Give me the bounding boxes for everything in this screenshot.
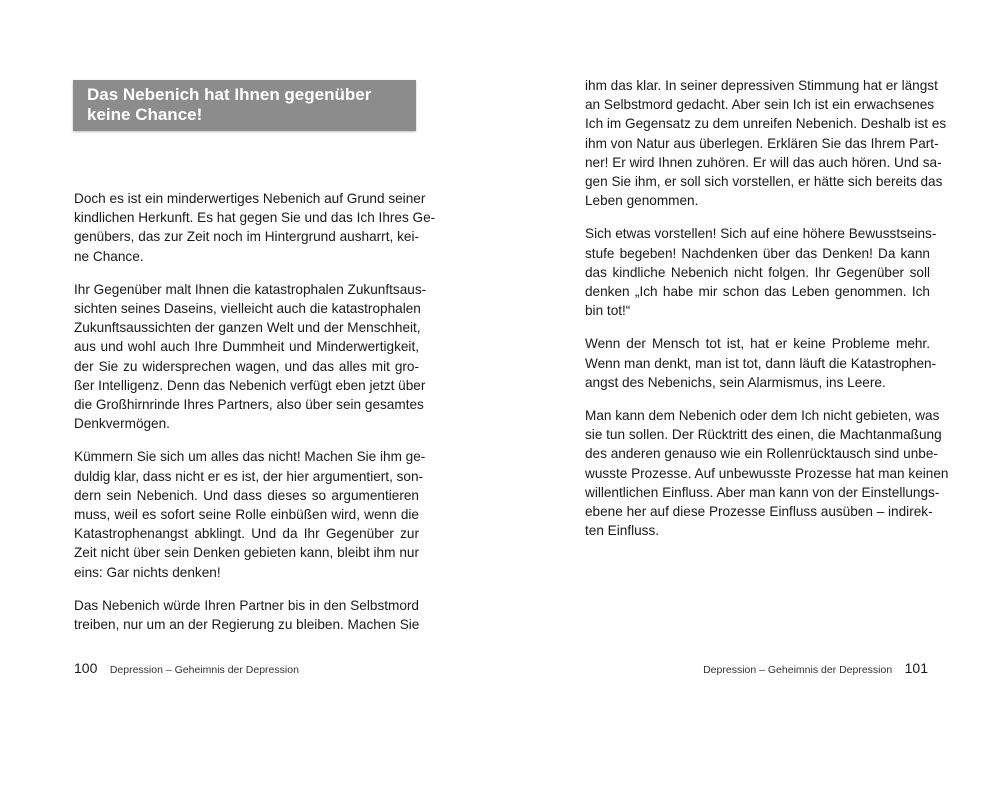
page-number: 101 [904,660,928,676]
text-line: denken „Ich habe mir schon das Leben genommen. Ich [585,284,930,300]
paragraph [585,406,949,540]
right-text-column [585,76,949,554]
text-line: die Großhirnrinde Ihres Partners, also über sein gesamtes [74,397,424,413]
text-line: muss, weil es sofort seine Rolle einbüßen wird, wenn die [74,507,419,523]
text-line: duldig klar, dass nicht er es ist, der hier argumentiert, son- [74,468,424,484]
text-line: sichten seines Daseins, vielleicht auch die katastrophalen [74,301,421,317]
heading-line: keine Chance! [87,105,203,124]
text-line: ten Einfluss. [585,523,660,539]
text-line: ner! Er wird Ihnen zuhören. Er will das auch hören. Und sa- [585,154,942,170]
text-line: Zeit nicht über sein Denken gebieten kann, bleibt ihm nur [74,545,419,561]
section-heading [73,80,416,131]
text-line: Zukunftsaussichten der ganzen Welt und der Menschheit, [74,320,421,336]
text-line: Man kann dem Nebenich oder dem Ich nicht gebieten, was [585,408,940,424]
text-line: des anderen genauso wie ein Rollenrücktausch sind unbe- [585,446,938,462]
text-line: treiben, nur um an der Regierung zu bleiben. Machen Sie [74,617,420,633]
paragraph [585,76,947,210]
text-line: wusste Prozesse. Auf unbewusste Prozesse hat man keinen [585,465,949,481]
text-line: der Sie zu widersprechen wagen, und das alles mit gro- [74,358,419,374]
running-title: Depression – Geheimnis der Depression [109,664,299,676]
text-line: Ihr Gegenüber malt Ihnen die katastrophalen Zukunftsaus- [74,281,427,297]
text-line: kindlichen Herkunft. Es hat gegen Sie und das Ich Ihres Ge- [74,210,436,226]
text-line: genübers, das zur Zeit noch im Hintergrund ausharrt, kei- [74,229,419,245]
text-line: eins: Gar nichts denken! [74,564,221,580]
text-line: dern sein Nebenich. Und dass dieses so argumentieren [74,487,419,503]
text-line: willentlichen Einfluss. Aber man kann von der Einstellungs- [585,484,940,500]
paragraph [74,280,427,434]
text-line: gen Sie ihm, er soll sich vorstellen, er hätte sich bereits das [585,174,943,190]
text-line: bin tot!“ [585,303,631,319]
left-text-column [74,189,436,648]
paragraph [585,334,937,392]
text-line: ebene her auf diese Prozesse Einfluss ausüben – indirek- [585,504,933,520]
text-line: stufe begeben! Nachdenken über das Denken! Da kann [585,245,930,261]
text-line: Wenn man denkt, man ist tot, dann läuft die Katastrophen- [585,355,937,371]
text-line: Doch es ist ein minderwertiges Nebenich auf Grund seiner [74,191,426,206]
text-line: Leben genommen. [585,193,699,209]
text-line: ihm von Natur aus überlegen. Erklären Sie das Ihrem Part- [585,135,939,151]
paragraph [585,224,937,320]
right-page [500,0,1000,800]
text-line: sie tun sollen. Der Rücktritt des einen, die Machtanmaßung [585,427,942,443]
right-footer [703,660,928,678]
text-line: Kümmern Sie sich um alles das nicht! Machen Sie ihm ge- [74,449,426,465]
running-title: Depression – Geheimnis der Depression [703,664,893,676]
text-line: ne Chance. [74,248,144,264]
paragraph [74,447,426,581]
text-line: Sich etwas vorstellen! Sich auf eine höhere Bewusstseins- [585,226,937,242]
paragraph [74,189,436,266]
text-line: Ich im Gegensatz zu dem unreifen Nebenich. Deshalb ist es [585,116,947,132]
text-line: Wenn der Mensch tot ist, hat er keine Probleme mehr. [585,336,930,352]
text-line: Katastrophenangst abklingt. Und da Ihr Gegenüber zur [74,526,419,542]
text-line: Denkvermögen. [74,416,170,432]
text-line: Das Nebenich würde Ihren Partner bis in den Selbstmord [74,597,419,613]
text-line: an Selbstmord gedacht. Aber sein Ich ist ein erwachsenes [585,97,935,113]
paragraph [74,596,419,634]
text-line: ihm das klar. In seiner depressiven Stimmung hat er längst [585,78,938,93]
text-line: aus und wohl auch Ihre Dummheit und Minderwertigkeit, [74,339,419,355]
text-line: ßer Intelligenz. Denn das Nebenich verfügt eben jetzt über [74,377,426,393]
page-number: 100 [74,660,98,676]
text-line: das kindliche Nebenich nicht folgen. Ihr Gegenüber soll [585,264,930,280]
text-line: angst des Nebenichs, sein Alarmismus, ins Leere. [585,374,886,390]
left-footer [74,660,299,678]
heading-line: Das Nebenich hat Ihnen gegenüber [87,85,372,104]
